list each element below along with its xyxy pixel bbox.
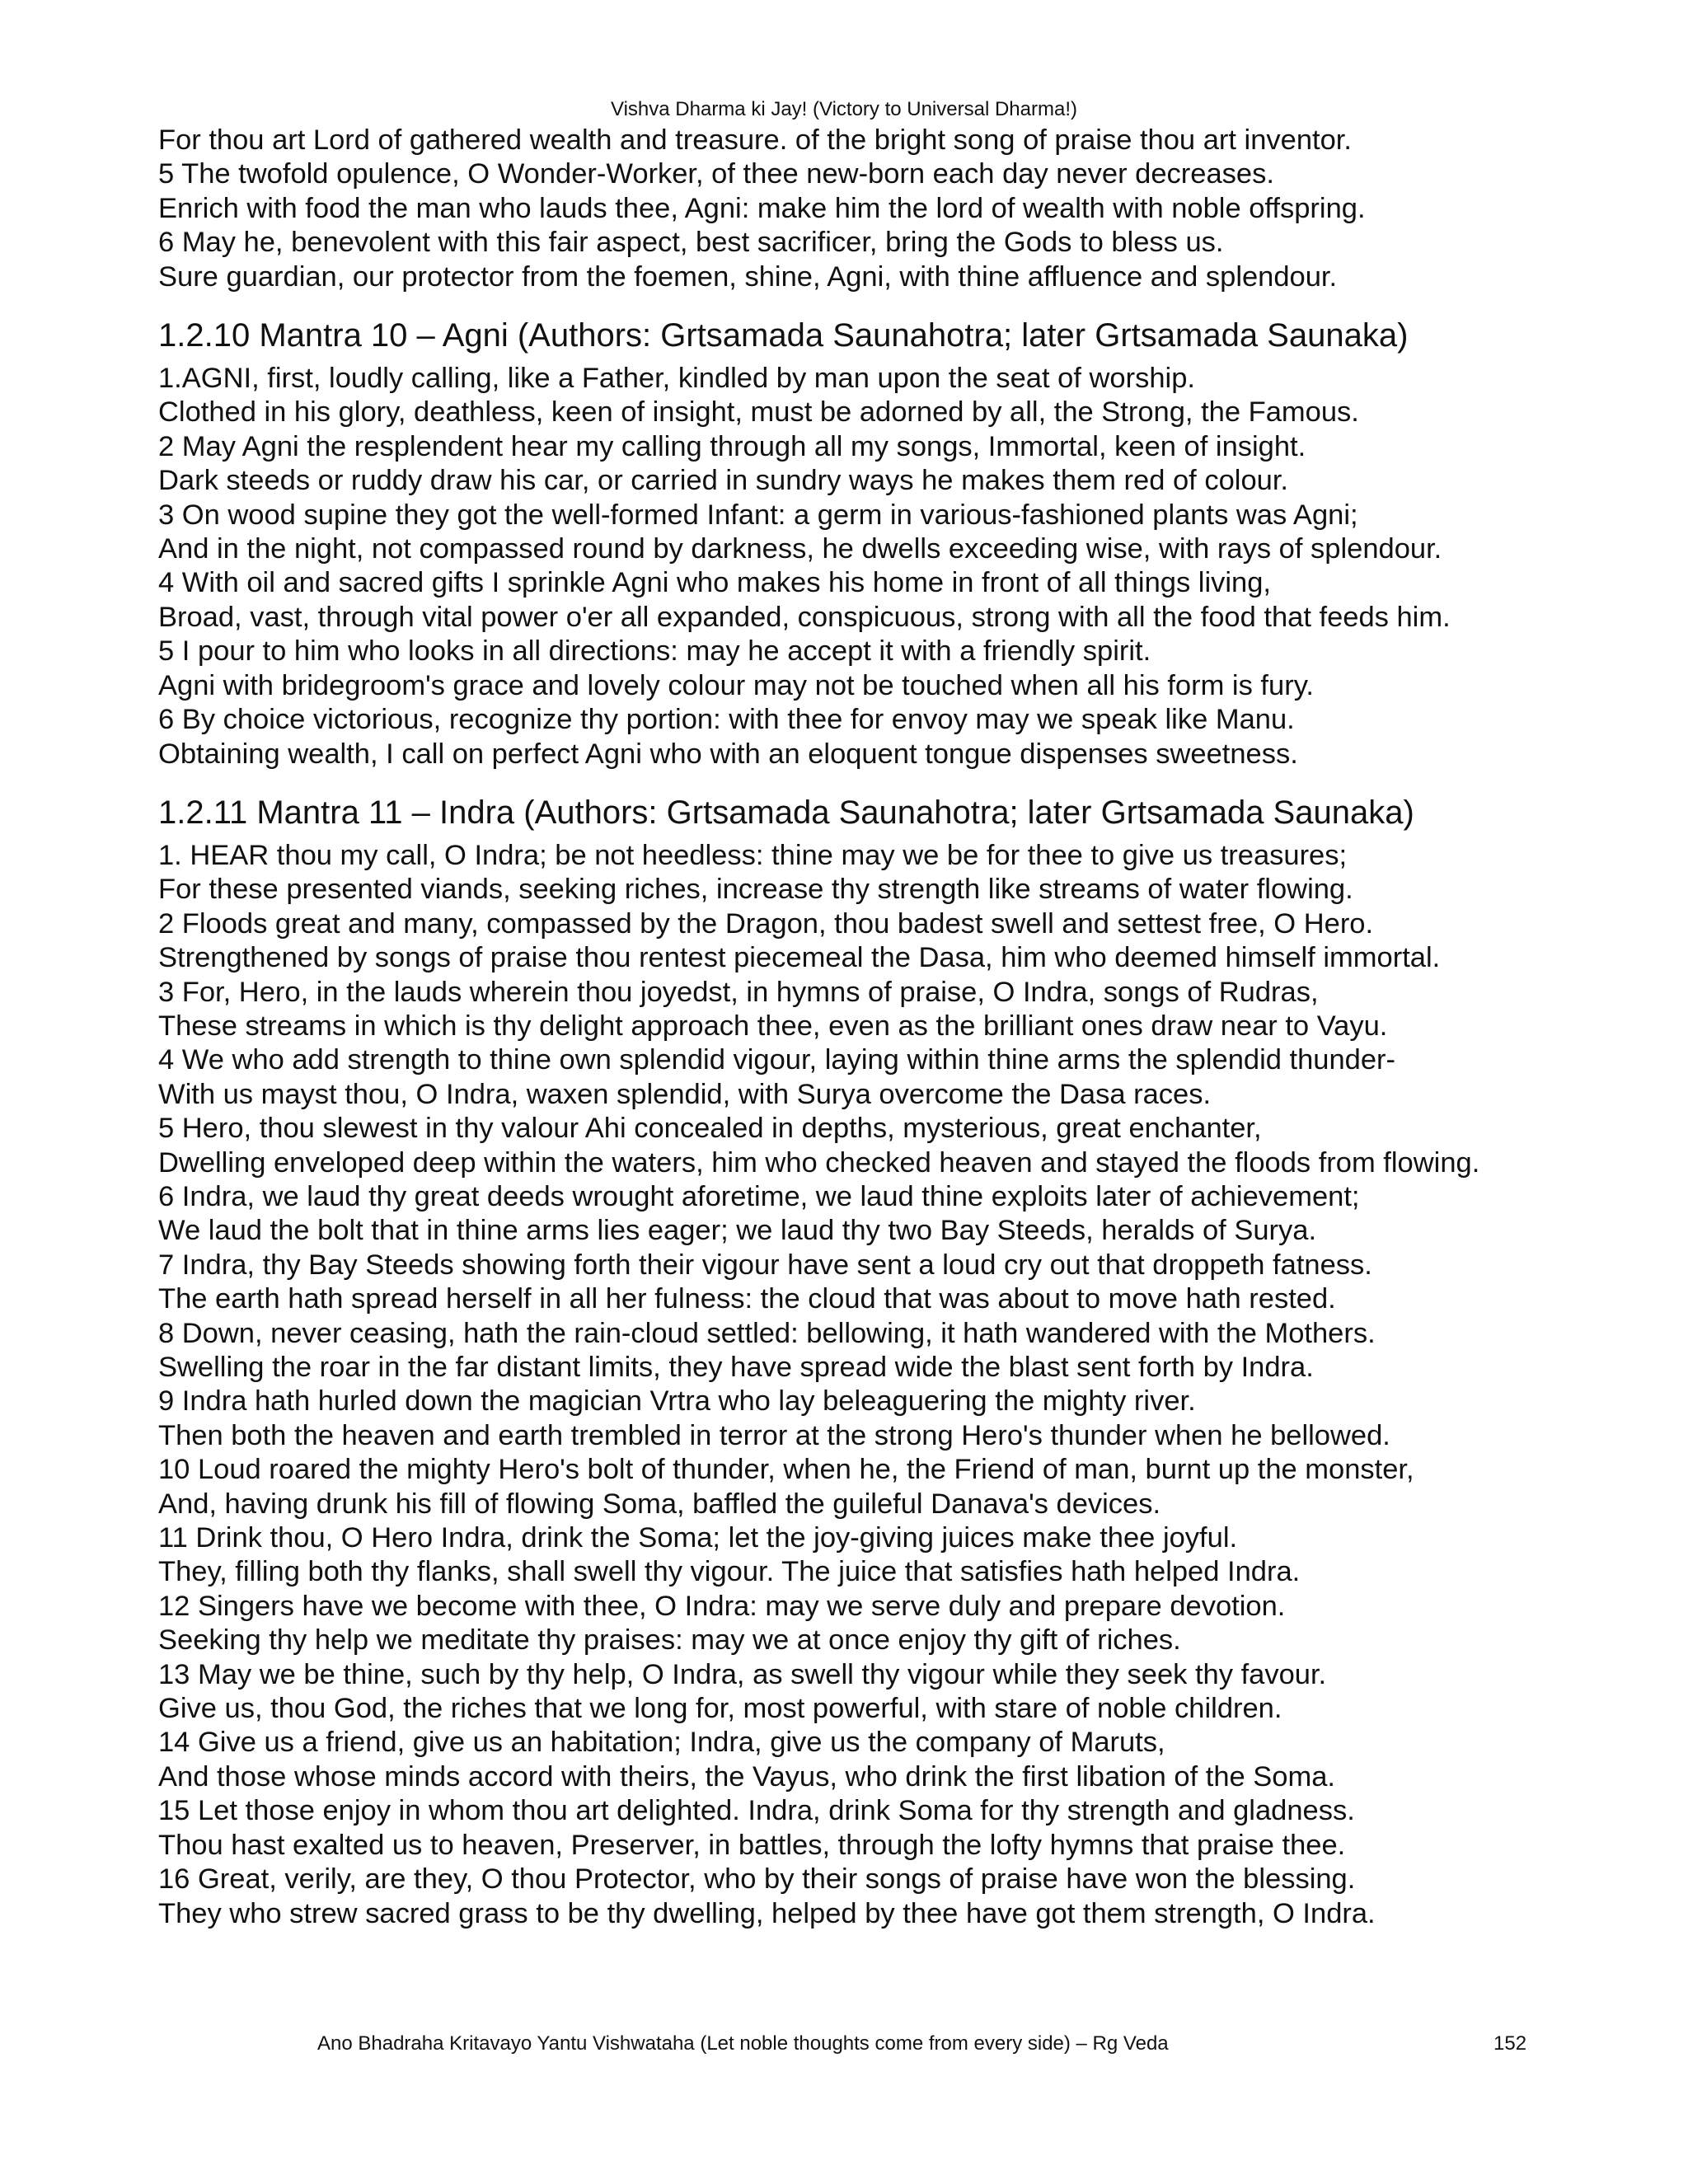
footer-text: Ano Bhadraha Kritavayo Yantu Vishwataha (Let noble thoughts come from every side) – Rg Veda xyxy=(317,2032,1169,2055)
verse-line: 4 We who add strength to thine own splendid vigour, laying within thine arms the splendid thunder- xyxy=(158,1044,1396,1076)
page-number: 152 xyxy=(1493,2032,1527,2055)
verse-line: 6 By choice victorious, recognize thy portion: with thee for envoy may we speak like Manu. xyxy=(158,704,1295,736)
verse-line: These streams in which is thy delight approach thee, even as the brilliant ones draw near to Vayu. xyxy=(158,1010,1388,1042)
verse-line: Swelling the roar in the far distant limits, they have spread wide the blast sent forth by Indra. xyxy=(158,1352,1314,1383)
verse-line: Dark steeds or ruddy draw his car, or carried in sundry ways he makes them red of colour. xyxy=(158,465,1289,497)
verse-line: 6 Indra, we laud thy great deeds wrought aforetime, we laud thine exploits later of achievement; xyxy=(158,1180,1360,1212)
verse-line: 11 Drink thou, O Hero Indra, drink the Soma; let the joy-giving juices make thee joyful. xyxy=(158,1522,1238,1554)
verse-line: They who strew sacred grass to be thy dwelling, helped by thee have got them strength, O Indra. xyxy=(158,1897,1376,1929)
document-body xyxy=(158,124,1559,1931)
page-header: Vishva Dharma ki Jay! (Victory to Universal Dharma!) xyxy=(611,98,1077,120)
section-mantra-11 xyxy=(158,793,1559,1931)
verse-line: Broad, vast, through vital power o'er all expanded, conspicuous, strong with all the food that feeds him. xyxy=(158,601,1451,633)
verse-line: Seeking thy help we meditate thy praises: may we at once enjoy thy gift of riches. xyxy=(158,1624,1181,1657)
verse-line: Dwelling enveloped deep within the waters, him who checked heaven and stayed the floods from flowing. xyxy=(158,1146,1480,1179)
verse-line: Thou hast exalted us to heaven, Preserver, in battles, through the lofty hymns that praise thee. xyxy=(158,1829,1346,1861)
verse-line: 13 May we be thine, such by thy help, O Indra, as swell thy vigour while they seek thy favour. xyxy=(158,1658,1327,1690)
verse-line: 2 Floods great and many, compassed by the Dragon, thou badest swell and settest free, O Hero. xyxy=(158,907,1374,940)
verse-line: 16 Great, verily, are they, O thou Protector, who by their songs of praise have won the blessing. xyxy=(158,1863,1356,1896)
verse-line: 1.AGNI, first, loudly calling, like a Father, kindled by man upon the seat of worship. xyxy=(158,363,1195,395)
verse-line: And those whose minds accord with theirs, the Vayus, who drink the first libation of the Soma. xyxy=(158,1760,1335,1793)
intro-verses xyxy=(158,124,1559,294)
verse-line: Clothed in his glory, deathless, keen of insight, must be adorned by all, the Strong, the Famous. xyxy=(158,396,1359,429)
verse-line: 10 Loud roared the mighty Hero's bolt of thunder, when he, the Friend of man, burnt up the monster, xyxy=(158,1454,1414,1486)
section-heading: 1.2.11 Mantra 11 – Indra (Authors: Grtsamada Saunahotra; later Grtsamada Saunaka) xyxy=(158,794,1414,831)
verse-line: Then both the heaven and earth trembled in terror at the strong Hero's thunder when he bellowed. xyxy=(158,1419,1390,1451)
verse-line: 2 May Agni the resplendent hear my calling through all my songs, Immortal, keen of insight. xyxy=(158,430,1306,462)
verse-line: We laud the bolt that in thine arms lies eager; we laud thy two Bay Steeds, heralds of Surya. xyxy=(158,1215,1317,1247)
verse-line: They, filling both thy flanks, shall swell thy vigour. The juice that satisfies hath helped Indra. xyxy=(158,1556,1301,1588)
verse-line: 15 Let those enjoy in whom thou art delighted. Indra, drink Soma for thy strength and gladness. xyxy=(158,1795,1355,1827)
verse-line: 1. HEAR thou my call, O Indra; be not heedless: thine may we be for thee to give us treasures; xyxy=(158,839,1348,871)
verse-line: 5 I pour to him who looks in all directions: may he accept it with a friendly spirit. xyxy=(158,635,1151,668)
verse-line: Give us, thou God, the riches that we long for, most powerful, with stare of noble children. xyxy=(158,1693,1282,1725)
verse-line: 3 For, Hero, in the lauds wherein thou joyedst, in hymns of praise, O Indra, songs of Rudras, xyxy=(158,976,1319,1008)
verse-line: 6 May he, benevolent with this fair aspect, best sacrificer, bring the Gods to bless us. xyxy=(158,227,1224,259)
verse-line: 5 Hero, thou slewest in thy valour Ahi concealed in depths, mysterious, great enchanter, xyxy=(158,1113,1262,1145)
verse-line: Strengthened by songs of praise thou rentest piecemeal the Dasa, him who deemed himself immortal. xyxy=(158,942,1441,974)
verse-line: The earth hath spread herself in all her fulness: the cloud that was about to move hath rested. xyxy=(158,1283,1336,1315)
verse-line: 14 Give us a friend, give us an habitation; Indra, give us the company of Maruts, xyxy=(158,1727,1165,1759)
verse-line: Obtaining wealth, I call on perfect Agni who with an eloquent tongue dispenses sweetness. xyxy=(158,738,1298,770)
verse-line: Agni with bridegroom's grace and lovely colour may not be touched when all his form is fury. xyxy=(158,669,1314,701)
section-heading: 1.2.10 Mantra 10 – Agni (Authors: Grtsamada Saunahotra; later Grtsamada Saunaka) xyxy=(158,317,1409,354)
verse-line: And in the night, not compassed round by darkness, he dwells exceeding wise, with rays of splendour. xyxy=(158,533,1442,565)
verse-line: And, having drunk his fill of flowing Soma, baffled the guileful Danava's devices. xyxy=(158,1488,1161,1520)
verse-line: For these presented viands, seeking riches, increase thy strength like streams of water flowing. xyxy=(158,874,1353,906)
verse-line: With us mayst thou, O Indra, waxen splendid, with Surya overcome the Dasa races. xyxy=(158,1078,1212,1110)
section-mantra-10 xyxy=(158,316,1559,771)
verse-line: Enrich with food the man who lauds thee, Agni: make him the lord of wealth with noble offspring. xyxy=(158,192,1366,224)
verse-line: 8 Down, never ceasing, hath the rain-cloud settled: bellowing, it hath wandered with the Mothers. xyxy=(158,1317,1376,1349)
verse-line: For thou art Lord of gathered wealth and treasure. of the bright song of praise thou art inventor. xyxy=(158,124,1352,156)
verse-line: 7 Indra, thy Bay Steeds showing forth their vigour have sent a loud cry out that droppeth fatness. xyxy=(158,1249,1372,1281)
verse-line: 3 On wood supine they got the well-formed Infant: a germ in various-fashioned plants was Agni; xyxy=(158,499,1358,531)
verse-line: Sure guardian, our protector from the foemen, shine, Agni, with thine affluence and splendour. xyxy=(158,260,1338,293)
verse-line: 9 Indra hath hurled down the magician Vrtra who lay beleaguering the mighty river. xyxy=(158,1385,1196,1418)
page-footer xyxy=(0,2031,1688,2057)
verse-line: 4 With oil and sacred gifts I sprinkle Agni who makes his home in front of all things living, xyxy=(158,567,1271,599)
verse-line: 12 Singers have we become with thee, O Indra: may we serve duly and prepare devotion. xyxy=(158,1590,1286,1622)
verse-line: 5 The twofold opulence, O Wonder-Worker, of thee new-born each day never decreases. xyxy=(158,158,1274,190)
